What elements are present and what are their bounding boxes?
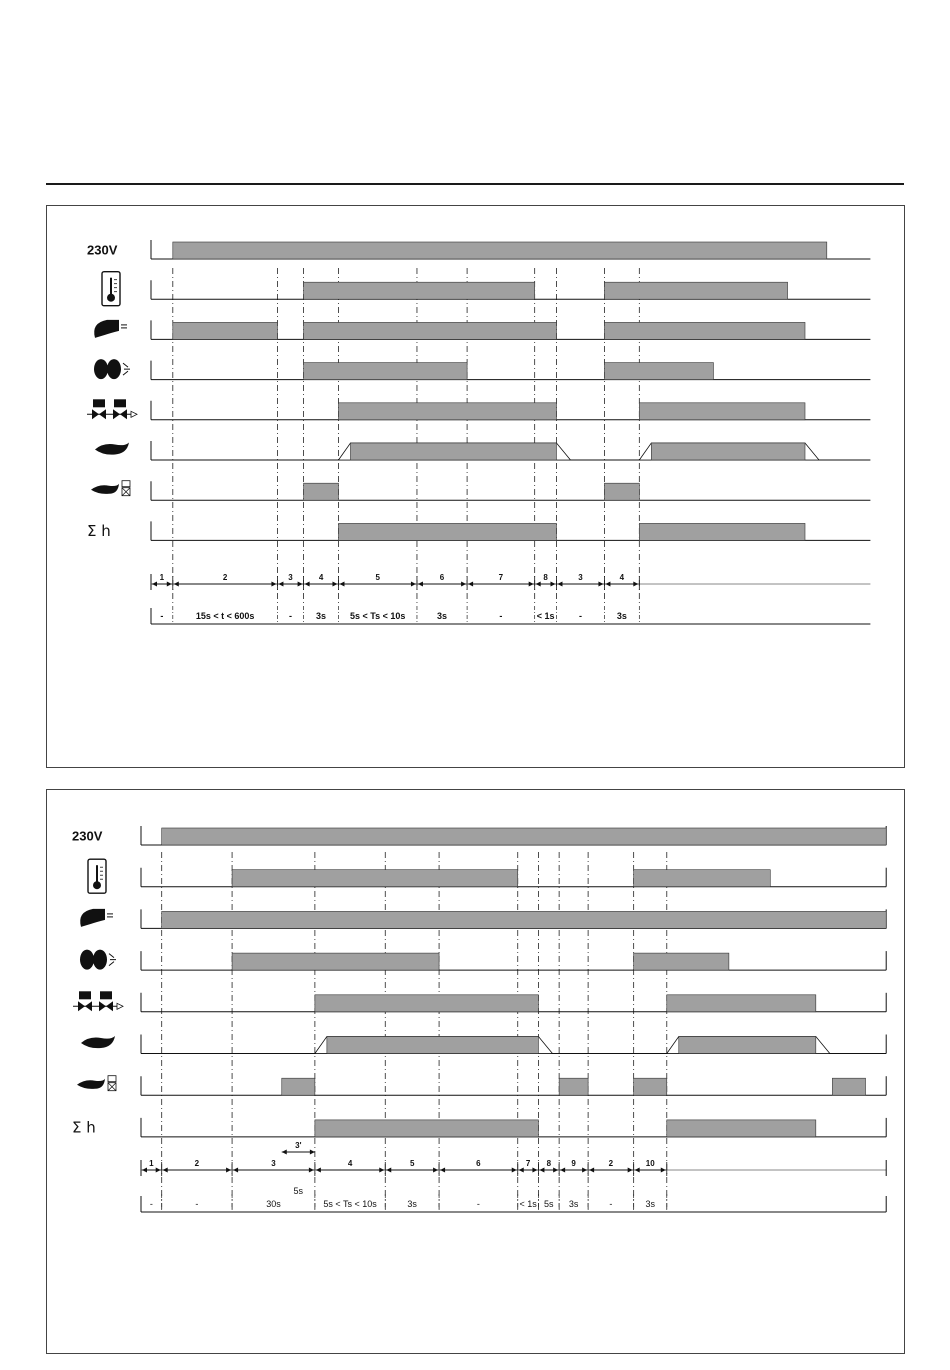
phase-duration: 5s — [544, 1199, 554, 1209]
sub-phase-duration: 5s — [293, 1186, 304, 1196]
phase-number: 8 — [543, 573, 548, 582]
phase-duration: 3s — [645, 1199, 655, 1209]
timing-diagram-panel-1 — [46, 205, 905, 768]
signal-on-bar — [315, 1120, 539, 1137]
phase-duration: - — [476, 1199, 480, 1209]
phase-interval — [560, 1159, 588, 1176]
signal-row-hours — [72, 1118, 886, 1137]
phase-duration: 5s < Ts < 10s — [323, 1199, 377, 1209]
phase-number: 7 — [498, 573, 504, 582]
thermostat-icon — [102, 272, 120, 306]
signal-row-hours — [87, 521, 870, 540]
signal-on-bar — [304, 483, 339, 500]
fan-motor-icon — [80, 909, 113, 927]
signal-on-bar — [338, 403, 556, 420]
signal-label: 230V — [87, 242, 118, 258]
phase-interval — [142, 1159, 162, 1176]
signal-row-v230 — [72, 826, 886, 845]
signal-on-bar — [832, 1078, 865, 1095]
signal-label: 230V — [72, 828, 103, 844]
signal-on-bar — [162, 828, 887, 845]
phase-duration: - — [609, 1199, 613, 1209]
flame-lockout-icon — [91, 481, 130, 496]
phase-number: 3 — [288, 573, 293, 582]
signal-row-lockout — [77, 1076, 886, 1096]
phase-number: 1 — [149, 1159, 154, 1168]
phase-duration: - — [160, 611, 164, 621]
phase-number: 4 — [619, 573, 625, 582]
phase-interval — [589, 1159, 634, 1176]
signal-on-bar — [173, 242, 827, 259]
header-rule — [46, 183, 904, 185]
phase-number: 1 — [159, 573, 165, 582]
signal-row-valve — [87, 399, 870, 420]
fuel-valves-icon — [87, 399, 137, 419]
phase-interval — [418, 573, 467, 590]
phase-duration: < 1s — [519, 1199, 537, 1209]
phase-number: 4 — [347, 1159, 353, 1168]
phase-duration: 3s — [568, 1199, 579, 1209]
signal-on-bar — [304, 282, 535, 299]
phase-number: 6 — [476, 1159, 481, 1168]
signal-on-bar — [634, 953, 729, 970]
signal-on-bar — [232, 870, 518, 887]
signal-row-fan — [94, 320, 870, 340]
phase-interval — [152, 573, 173, 590]
signal-on-bar — [173, 322, 278, 339]
signal-on-bar — [327, 1037, 539, 1054]
signal-on-bar — [651, 443, 805, 460]
signal-on-bar — [162, 911, 887, 928]
signal-on-bar — [604, 363, 713, 380]
phase-interval — [305, 573, 339, 590]
signal-row-ignition — [80, 950, 886, 971]
ignition-transformer-icon — [94, 359, 130, 379]
phase-number: 3 — [578, 573, 583, 582]
signal-on-bar — [604, 282, 787, 299]
phase-interval — [635, 1159, 667, 1176]
phase-interval — [316, 1159, 385, 1176]
signal-on-bar — [304, 363, 468, 380]
signal-row-flame — [95, 441, 870, 460]
phase-duration: - — [195, 1199, 199, 1209]
phase-interval — [278, 573, 303, 590]
phase-duration: 3s — [437, 611, 448, 621]
phase-interval — [339, 573, 416, 590]
phase-duration: - — [149, 1199, 153, 1209]
phase-duration: 30s — [266, 1199, 281, 1209]
signal-on-bar — [667, 995, 816, 1012]
phase-number: 9 — [571, 1159, 576, 1168]
phase-number: 8 — [546, 1159, 552, 1168]
signal-on-bar — [315, 995, 539, 1012]
thermostat-icon — [88, 859, 106, 893]
phase-interval — [163, 1159, 232, 1176]
phase-number: 3 — [271, 1159, 276, 1168]
phase-interval — [536, 573, 557, 590]
signal-on-bar — [350, 443, 556, 460]
signal-on-bar — [634, 1078, 667, 1095]
timing-diagram-panel-2 — [46, 789, 905, 1354]
signal-row-valve — [73, 991, 886, 1012]
signal-on-bar — [639, 403, 805, 420]
phase-number: 5 — [375, 573, 380, 582]
timing-diagram-2 — [47, 790, 904, 1353]
phase-interval — [233, 1159, 315, 1176]
phase-duration: < 1s — [536, 611, 555, 621]
phase-number: 2 — [608, 1159, 614, 1168]
signal-on-bar — [604, 483, 639, 500]
phase-duration: - — [289, 611, 293, 621]
flame-icon — [81, 1036, 115, 1048]
signal-on-bar — [679, 1037, 816, 1054]
ignition-transformer-icon — [80, 950, 116, 970]
signal-row-lockout — [91, 481, 870, 501]
signal-on-bar — [282, 1078, 315, 1095]
signal-row-v230 — [87, 240, 870, 259]
phase-number: 2 — [194, 1159, 200, 1168]
fuel-valves-icon — [73, 991, 123, 1011]
phase-duration: 5s < Ts < 10s — [350, 611, 406, 621]
phase-interval — [557, 573, 604, 590]
signal-label: Σ h — [72, 1118, 96, 1137]
timing-diagram-1 — [47, 206, 904, 767]
signal-row-thermo — [88, 859, 886, 893]
signal-on-bar — [559, 1078, 588, 1095]
phase-interval — [386, 1159, 439, 1176]
signal-on-bar — [338, 523, 556, 540]
phase-interval — [174, 573, 278, 590]
phase-interval — [519, 1159, 539, 1176]
phase-duration: - — [578, 611, 582, 621]
phase-number: 10 — [645, 1159, 655, 1168]
signal-on-bar — [634, 870, 771, 887]
phase-interval — [605, 573, 639, 590]
phase-duration: 15s < t < 600s — [195, 611, 255, 621]
signal-on-bar — [667, 1120, 816, 1137]
phase-duration: 3s — [407, 1199, 417, 1209]
phase-interval — [539, 1159, 559, 1176]
flame-icon — [95, 443, 129, 455]
flame-lockout-icon — [77, 1076, 116, 1091]
phase-number: 7 — [525, 1159, 531, 1168]
signal-row-flame — [81, 1035, 886, 1054]
phase-number: 5 — [409, 1159, 415, 1168]
fan-motor-icon — [94, 320, 127, 338]
phase-number: 4 — [318, 573, 324, 582]
phase-number: 6 — [439, 573, 445, 582]
signal-on-bar — [604, 322, 805, 339]
phase-duration: 3s — [616, 611, 627, 621]
signal-row-ignition — [94, 359, 870, 380]
phase-number: 2 — [222, 573, 228, 582]
signal-on-bar — [232, 953, 439, 970]
signal-label: Σ h — [87, 521, 111, 540]
phase-interval — [468, 573, 535, 590]
sub-phase-number: 3' — [295, 1141, 302, 1150]
signal-row-thermo — [102, 272, 870, 306]
phase-duration: 3s — [316, 611, 327, 621]
signal-on-bar — [639, 523, 805, 540]
signal-row-fan — [80, 909, 886, 929]
phase-interval — [440, 1159, 518, 1176]
signal-on-bar — [304, 322, 557, 339]
phase-duration: - — [499, 611, 503, 621]
